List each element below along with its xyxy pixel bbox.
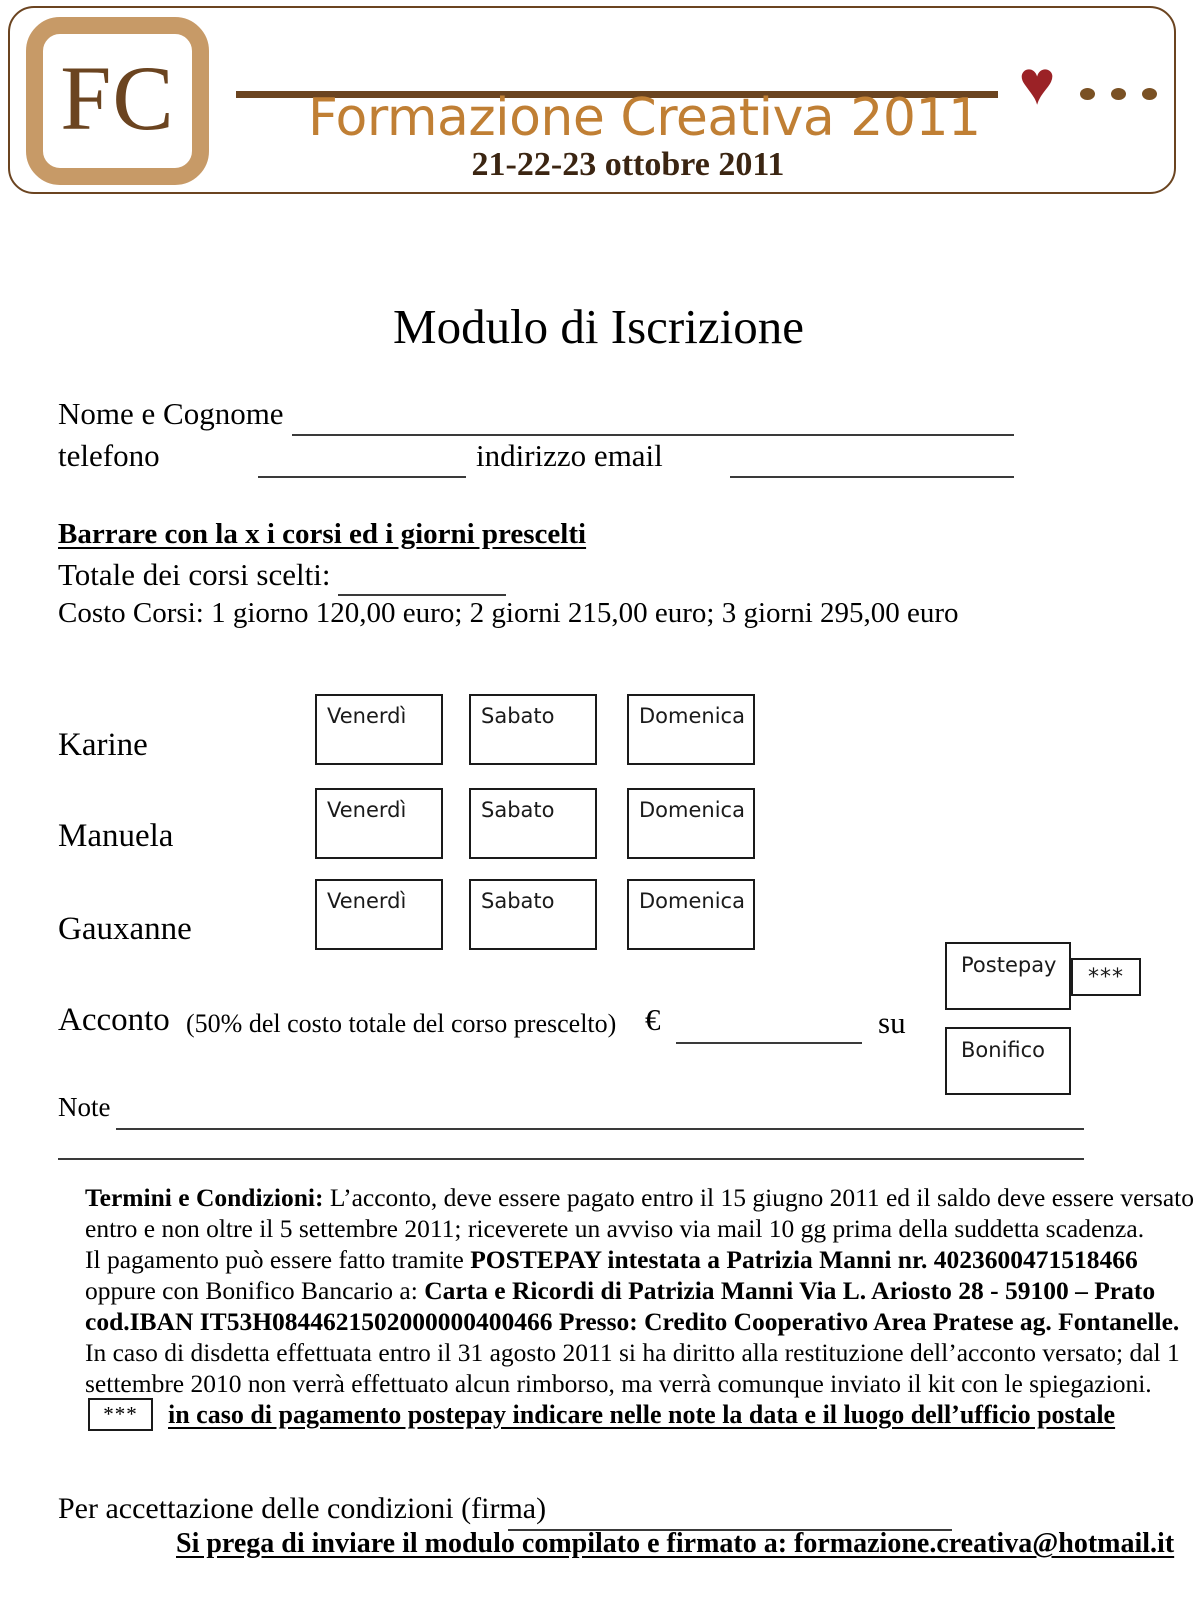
checkbox-label: Bonifico bbox=[961, 1038, 1046, 1062]
note-label: Note bbox=[58, 1092, 111, 1122]
totale-corsi-input-line[interactable] bbox=[338, 594, 506, 596]
terms-bank-payee: Carta e Ricordi di Patrizia Manni Via L. Ariosto 28 - 59100 – Prato bbox=[424, 1276, 1156, 1305]
terms-text: L’acconto, deve essere pagato entro il 15 giugno 2011 ed il saldo deve essere versato bbox=[329, 1183, 1194, 1212]
terms-iban: cod.IBAN IT53H0844621502000000400466 Presso: Credito Cooperativo Area Pratese ag. Fontanelle. bbox=[85, 1307, 1180, 1336]
terms-line-3 bbox=[85, 1244, 1138, 1275]
terms-line-1 bbox=[85, 1182, 1194, 1213]
checkbox-label: Sabato bbox=[481, 704, 555, 728]
checkbox-label: Venerdì bbox=[327, 704, 407, 728]
note-input-line-2[interactable] bbox=[58, 1158, 1084, 1160]
terms-text: settembre 2010 non verrà effettuato alcun rimborso, ma verrà comunque inviato il kit con le spiegazioni. bbox=[85, 1369, 1152, 1398]
checkbox-gauxanne-venerdi[interactable] bbox=[315, 879, 443, 950]
checkbox-label: Domenica bbox=[639, 889, 745, 913]
telefono-label: telefono bbox=[58, 438, 160, 473]
telefono-input-line[interactable] bbox=[258, 476, 466, 478]
fc-logo-letters: FC bbox=[60, 47, 175, 149]
totale-corsi-label: Totale dei corsi scelti: bbox=[58, 557, 331, 592]
nome-cognome-label: Nome e Cognome bbox=[58, 396, 284, 431]
email-input-line[interactable] bbox=[730, 476, 1014, 478]
terms-line-6 bbox=[85, 1337, 1180, 1368]
nome-cognome-input-line[interactable] bbox=[292, 434, 1014, 436]
checkbox-gauxanne-sabato[interactable] bbox=[469, 879, 597, 950]
page-title: Modulo di Iscrizione bbox=[393, 299, 804, 354]
decorative-dot-icon bbox=[1080, 88, 1095, 100]
acconto-su-label: su bbox=[878, 1005, 906, 1040]
terms-text: entro e non oltre il 5 settembre 2011; riceverete un avviso via mail 10 gg prima della suddetta scadenza. bbox=[85, 1214, 1145, 1243]
checkbox-manuela-sabato[interactable] bbox=[469, 788, 597, 859]
asterisk-label: *** bbox=[1088, 965, 1124, 990]
instruction-barrare: Barrare con la x i corsi ed i giorni prescelti bbox=[58, 518, 587, 550]
terms-line-7 bbox=[85, 1368, 1152, 1399]
course-name-karine: Karine bbox=[58, 727, 148, 763]
acconto-sublabel: (50% del costo totale del corso prescelto) bbox=[186, 1009, 617, 1038]
costo-corsi-text: Costo Corsi: 1 giorno 120,00 euro; 2 giorni 215,00 euro; 3 giorni 295,00 euro bbox=[58, 597, 959, 629]
header-banner bbox=[8, 6, 1176, 194]
banner-subtitle-dates: 21-22-23 ottobre 2011 bbox=[471, 146, 785, 183]
checkbox-label: Venerdì bbox=[327, 889, 407, 913]
checkbox-bonifico[interactable] bbox=[945, 1027, 1071, 1095]
heart-icon: ♥ bbox=[1018, 50, 1056, 118]
checkbox-gauxanne-domenica[interactable] bbox=[627, 879, 755, 950]
checkbox-manuela-venerdi[interactable] bbox=[315, 788, 443, 859]
checkbox-karine-venerdi[interactable] bbox=[315, 694, 443, 765]
checkbox-label: Domenica bbox=[639, 798, 745, 822]
fc-logo bbox=[26, 17, 209, 185]
asterisk-note-text: in caso di pagamento postepay indicare nelle note la data e il luogo dell’ufficio postale bbox=[168, 1400, 1116, 1429]
terms-and-conditions bbox=[85, 1182, 1194, 1399]
acconto-label: Acconto bbox=[58, 1002, 170, 1038]
checkbox-karine-sabato[interactable] bbox=[469, 694, 597, 765]
terms-line-5 bbox=[85, 1306, 1180, 1337]
course-name-gauxanne: Gauxanne bbox=[58, 911, 192, 947]
acconto-amount-input-line[interactable] bbox=[676, 1042, 862, 1044]
checkbox-label: Postepay bbox=[961, 953, 1057, 977]
banner-title: Formazione Creativa 2011 bbox=[308, 88, 981, 148]
terms-heading: Termini e Condizioni: bbox=[85, 1183, 324, 1212]
signature-label: Per accettazione delle condizioni (firma) bbox=[58, 1492, 547, 1525]
decorative-dot-icon bbox=[1142, 88, 1157, 100]
terms-text: In caso di disdetta effettuata entro il 31 agosto 2011 si ha diritto alla restituzione dell’acconto versato; dal 1 bbox=[85, 1338, 1180, 1367]
terms-postepay-account: POSTEPAY intestata a Patrizia Manni nr. 4023600471518466 bbox=[470, 1245, 1138, 1274]
euro-symbol: € bbox=[645, 1002, 661, 1037]
checkbox-karine-domenica[interactable] bbox=[627, 694, 755, 765]
terms-text: Il pagamento può essere fatto tramite bbox=[85, 1245, 471, 1274]
asterisk-note-box: *** bbox=[88, 1398, 153, 1431]
email-label: indirizzo email bbox=[476, 438, 663, 473]
postepay-asterisk-marker bbox=[1071, 958, 1141, 996]
note-input-line-1[interactable] bbox=[116, 1128, 1084, 1130]
course-name-manuela: Manuela bbox=[58, 818, 174, 854]
checkbox-label: Domenica bbox=[639, 704, 745, 728]
terms-line-2 bbox=[85, 1213, 1145, 1244]
terms-text: oppure con Bonifico Bancario a: bbox=[85, 1276, 425, 1305]
checkbox-label: Sabato bbox=[481, 798, 555, 822]
checkbox-manuela-domenica[interactable] bbox=[627, 788, 755, 859]
decorative-dot-icon bbox=[1111, 88, 1126, 100]
send-instructions: Si prega di inviare il modulo compilato e firmato a: formazione.creativa@hotmail.it bbox=[176, 1528, 1175, 1559]
terms-line-4 bbox=[85, 1275, 1156, 1306]
checkbox-postepay[interactable] bbox=[945, 942, 1071, 1010]
checkbox-label: Sabato bbox=[481, 889, 555, 913]
checkbox-label: Venerdì bbox=[327, 798, 407, 822]
